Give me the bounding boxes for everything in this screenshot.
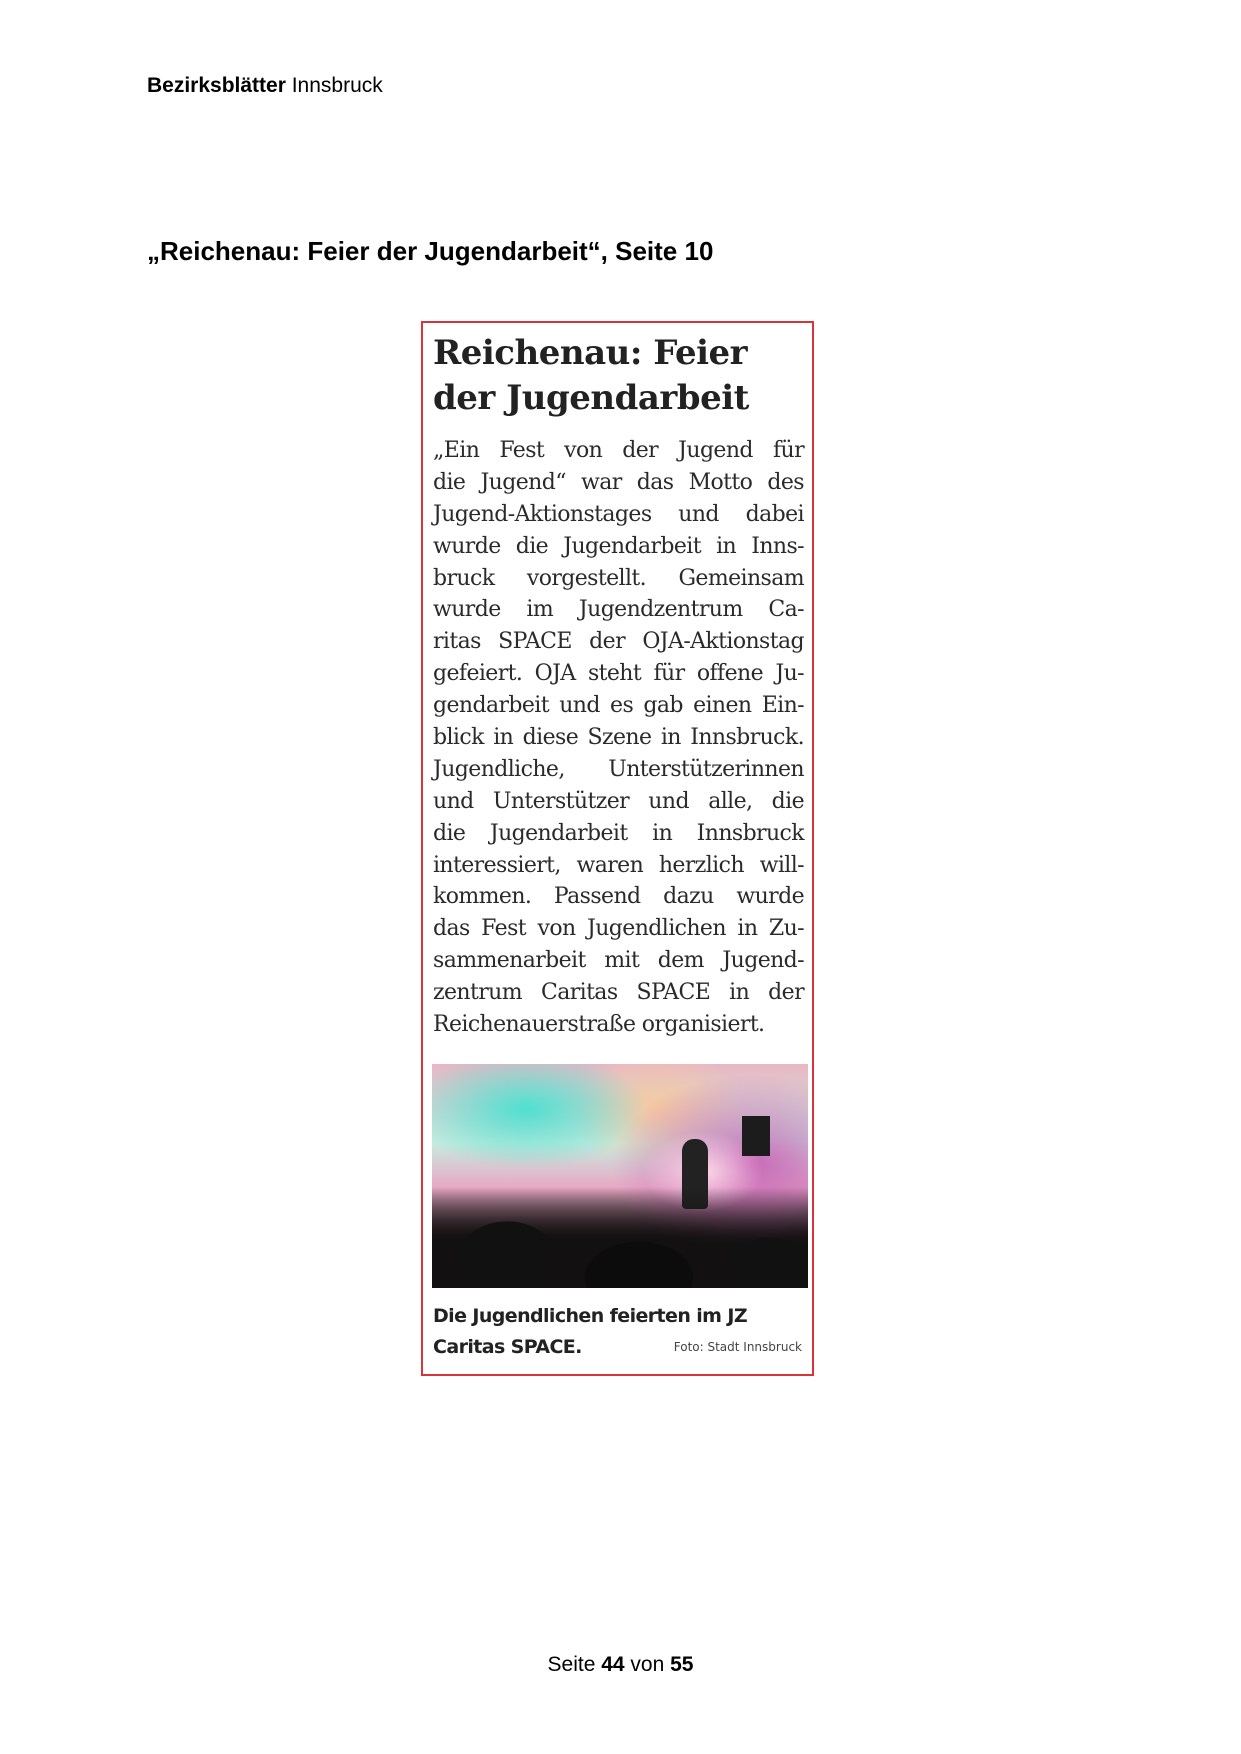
publication-region: Innsbruck — [285, 74, 383, 97]
current-page: 44 — [601, 1653, 625, 1676]
body-line: das Fest von Jugendlichen in Zu- — [433, 916, 804, 942]
caption-line: Caritas SPACE. — [433, 1336, 582, 1358]
caption-line: Die Jugendlichen feierten im JZ — [433, 1305, 748, 1327]
body-line: interessiert, waren herzlich will- — [433, 852, 804, 878]
body-line: bruck vorgestellt. Gemeinsam — [433, 565, 804, 591]
clipping-headline — [433, 331, 749, 421]
publication-name: Bezirksblätter — [147, 74, 286, 97]
body-line: ritas SPACE der OJA-Aktionstag — [433, 629, 804, 655]
body-line: wurde im Jugendzentrum Ca- — [433, 597, 804, 623]
event-photo — [432, 1064, 808, 1288]
headline-line: der Jugendarbeit — [433, 378, 749, 418]
body-line: zentrum Caritas SPACE in der — [433, 980, 804, 1006]
clipping-body — [433, 435, 804, 1041]
body-line: „Ein Fest von der Jugend für — [433, 438, 804, 463]
body-line: die Jugend“ war das Motto des — [433, 469, 804, 495]
article-reference-title: „Reichenau: Feier der Jugendarbeit“, Seite 10 — [147, 236, 714, 266]
publication-header — [147, 74, 383, 98]
body-line: Reichenauerstraße organisiert. — [433, 1012, 765, 1038]
photo-credit: Foto: Stadt Innsbruck — [673, 1340, 802, 1354]
footer-prefix: Seite — [547, 1653, 602, 1676]
body-line: sammenarbeit mit dem Jugend- — [433, 948, 804, 974]
body-line: gefeiert. OJA steht für offene Ju- — [433, 661, 804, 687]
body-line: die Jugendarbeit in Innsbruck — [433, 820, 804, 846]
body-line: und Unterstützer und alle, die — [433, 788, 804, 814]
page-footer — [0, 1653, 1241, 1677]
body-line: Jugendliche, Unterstützerinnen — [433, 756, 804, 782]
body-line: wurde die Jugendarbeit in Inns- — [433, 533, 804, 559]
headline-line: Reichenau: Feier — [433, 333, 748, 373]
newspaper-clipping — [421, 321, 814, 1376]
crowd-shape — [432, 1187, 808, 1288]
footer-middle: von — [624, 1653, 671, 1676]
body-line: gendarbeit und es gab einen Ein- — [433, 693, 804, 719]
total-pages: 55 — [670, 1653, 694, 1676]
speaker-shape — [742, 1116, 770, 1156]
body-line: Jugend-Aktionstages und dabei — [433, 501, 804, 527]
body-line: blick in diese Szene in Innsbruck. — [433, 725, 804, 751]
body-line: kommen. Passend dazu wurde — [433, 884, 804, 910]
